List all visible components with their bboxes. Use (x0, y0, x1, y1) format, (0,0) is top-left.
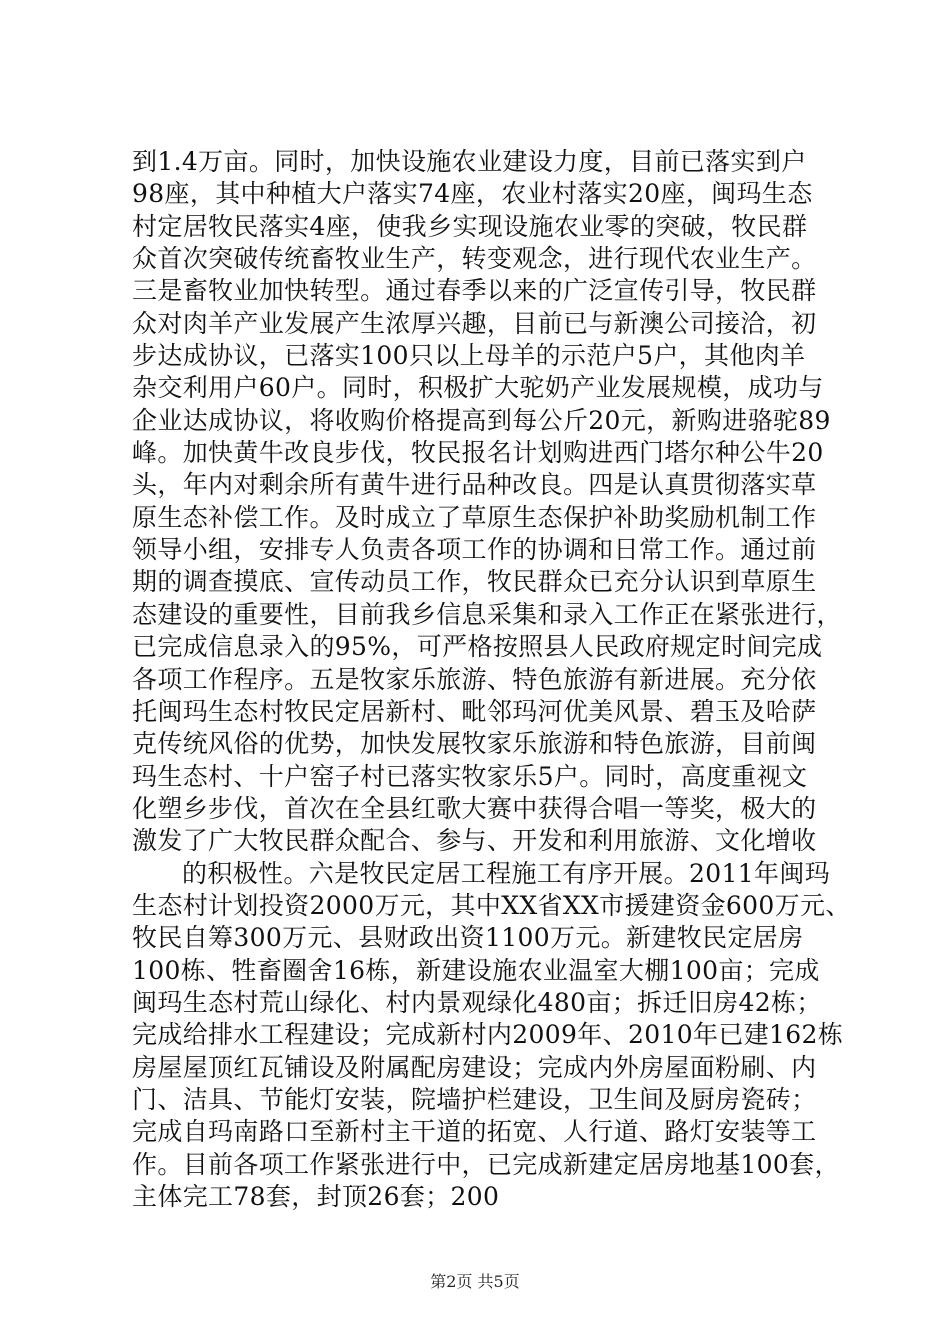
text-line: 玛生态村、十户窑子村已落实牧家乐5户。同时，高度重视文 (132, 761, 808, 791)
text-line: 原生态补偿工作。及时成立了草原生态保护补助奖励机制工作 (132, 502, 817, 532)
text-line: 步达成协议，已落实100只以上母羊的示范户5户，其他肉羊 (132, 341, 806, 371)
text-line: 作。目前各项工作紧张进行中，已完成新建定居房地基100套， (132, 1149, 840, 1179)
text-line: 峰。加快黄牛改良步伐，牧民报名计划购进西门塔尔种公牛20 (132, 438, 824, 468)
text-line: 三是畜牧业加快转型。通过春季以来的广泛宣传引导，牧民群 (132, 276, 817, 306)
text-line: 98座，其中种植大户落实74座，农业村落实20座，闽玛生态 (132, 179, 813, 209)
text-line: 众对肉羊产业发展产生浓厚兴趣，目前已与新澳公司接洽，初 (132, 308, 817, 338)
page-number-footer: 第2页 共5页 (430, 1272, 520, 1291)
text-line: 已完成信息录入的95%，可严格按照县人民政府规定时间完成 (132, 632, 823, 662)
text-line: 100栋、牲畜圈舍16栋，新建设施农业温室大棚100亩；完成 (132, 955, 820, 985)
body-text (132, 146, 851, 1213)
text-line: 化塑乡步伐，首次在全县红歌大赛中获得合唱一等奖，极大的 (132, 793, 817, 823)
text-line: 期的调查摸底、宣传动员工作，牧民群众已充分认识到草原生 (132, 567, 817, 597)
text-line: 完成自玛南路口至新村主干道的拓宽、人行道、路灯安装等工 (132, 1117, 817, 1147)
text-line: 到1.4万亩。同时，加快设施农业建设力度，目前已落实到户 (132, 147, 807, 176)
text-line: 牧民自筹300万元、县财政出资1100万元。新建牧民定居房 (132, 923, 804, 953)
text-line: 村定居牧民落实4座，使我乡实现设施农业零的突破，牧民群 (132, 211, 808, 241)
text-line: 企业达成协议，将收购价格提高到每公斤20元，新购进骆驼89 (132, 405, 831, 435)
text-line: 领导小组，安排专人负责各项工作的协调和日常工作。通过前 (132, 535, 817, 565)
text-line: 闽玛生态村荒山绿化、村内景观绿化480亩；拆迁旧房42栋； (132, 987, 822, 1017)
text-line: 杂交利用户60户。同时，积极扩大驼奶产业发展规模，成功与 (132, 373, 824, 403)
text-line: 完成给排水工程建设；完成新村内2009年、2010年已建162栋 (132, 1020, 844, 1050)
text-line: 生态村计划投资2000万元，其中XX省XX市援建资金600万元、 (132, 890, 851, 920)
text-line: 众首次突破传统畜牧业生产，转变观念，进行现代农业生产。 (132, 244, 817, 274)
text-line: 激发了广大牧民群众配合、参与、开发和利用旅游、文化增收 (132, 826, 817, 856)
text-line: 门、洁具、节能灯安装，院墙护栏建设，卫生间及厨房瓷砖； (132, 1084, 817, 1114)
paragraph-start-line: 的积极性。六是牧民定居工程施工有序开展。2011年闽玛 (182, 858, 831, 888)
text-line: 态建设的重要性，目前我乡信息采集和录入工作正在紧张进行， (132, 599, 842, 629)
text-line: 各项工作程序。五是牧家乐旅游、特色旅游有新进展。充分依 (132, 664, 817, 694)
text-line: 克传统风俗的优势，加快发展牧家乐旅游和特色旅游，目前闽 (132, 729, 817, 759)
text-line: 托闽玛生态村牧民定居新村、毗邻玛河优美风景、碧玉及哈萨 (132, 696, 817, 726)
text-line: 房屋屋顶红瓦铺设及附属配房建设；完成内外房屋面粉刷、内 (132, 1052, 817, 1082)
text-line: 头，年内对剩余所有黄牛进行品种改良。四是认真贯彻落实草 (132, 470, 817, 500)
text-line: 主体完工78套，封顶26套；200 (132, 1182, 500, 1211)
